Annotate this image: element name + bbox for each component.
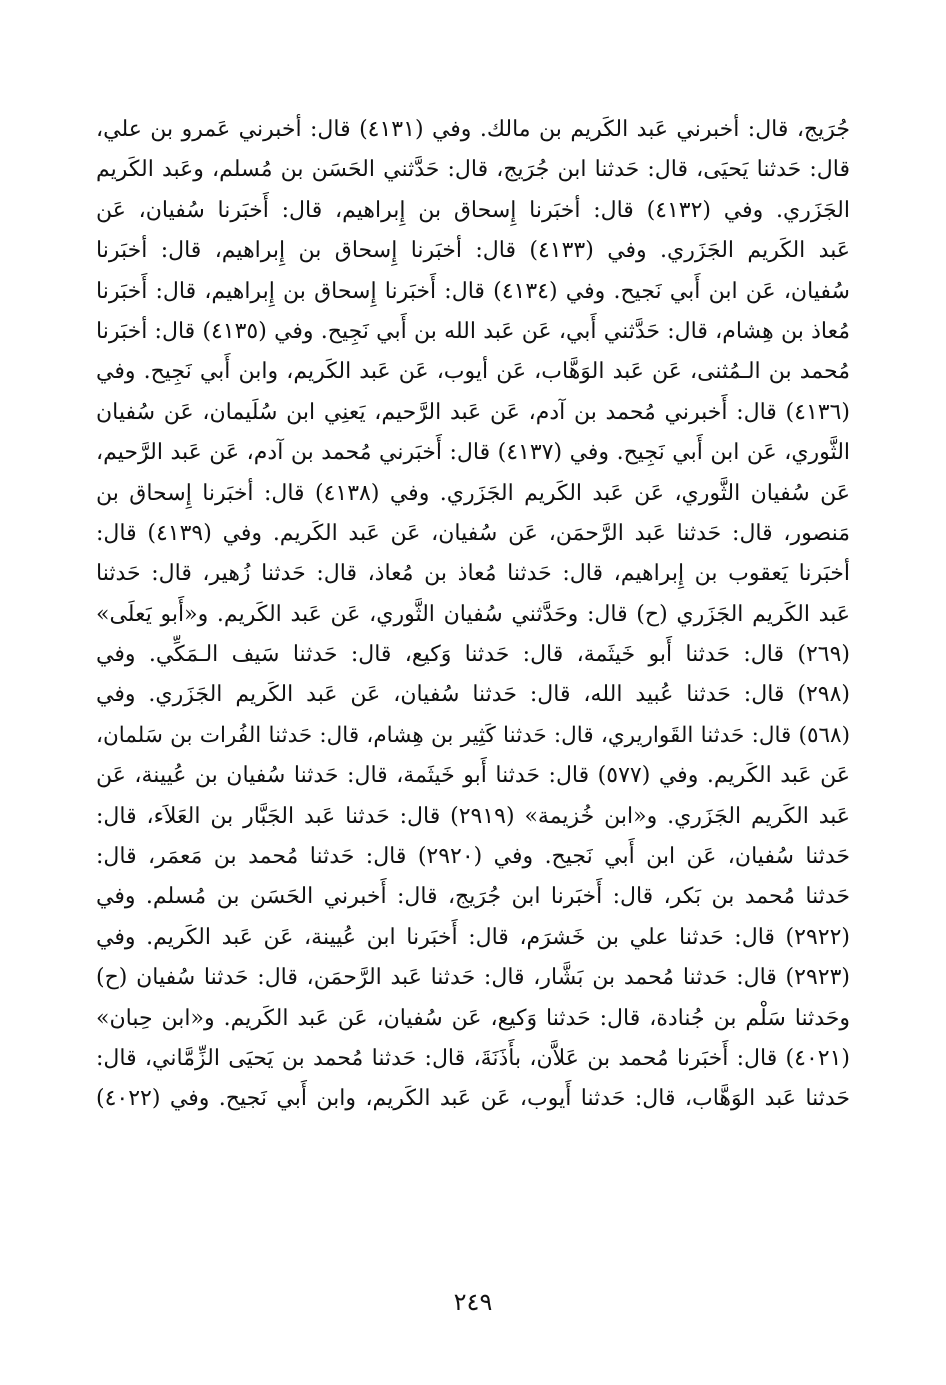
text-line: حَدثنا مُحمد بن بَكر، قال: أَخبَرنا ابن جُرَيج، قال: أَخبرني الحَسَن بن مُسلم. وفي xyxy=(96,884,850,910)
text-line: (٥٦٨) قال: حَدثنا القَواريري، قال: حَدثنا كَثِير بن هِشام، قال: حَدثنا الفُرات بن سَلمان، xyxy=(96,722,850,748)
text-line: (٢٦٩) قال: حَدثنا أَبو خَيثَمة، قال: حَدثنا وَكيع، قال: حَدثنا سَيف الـمَكِّي. وفي xyxy=(96,642,850,668)
text-line: وحَدثنا سَلْم بن جُنادة، قال: حَدثنا وَكيع، عَن سُفيان، عَن عَبد الكَريم. و«ابن حِبان» xyxy=(96,1005,850,1031)
text-line: (٤١٣٦) قال: أَخبرني مُحمد بن آدم، عَن عَبد الرَّحيم، يَعنِي ابن سُلَيمان، عَن سُفيان xyxy=(96,399,850,425)
text-line: مُعاذ بن هِشام، قال: حَدَّثني أَبي، عَن عَبد الله بن أَبي نَجِيح. وفي (٤١٣٥) قال: أخبَرنا xyxy=(96,318,850,344)
text-line: الجَزَري. وفي (٤١٣٢) قال: أخبَرنا إِسحاق بن إِبراهيم، قال: أَخبَرنا سُفيان، عَن xyxy=(96,197,850,223)
text-line: (٤٠٢١) قال: أَخبَرنا مُحمد بن عَلاَّن، بأَذَنَةَ، قال: حَدثنا مُحمد بن يَحيَى الزِّمَّاني، قال: xyxy=(96,1045,850,1071)
text-line: (٢٩٨) قال: حَدثنا عُبيد الله، قال: حَدثنا سُفيان، عَن عَبد الكَريم الجَزَري. وفي xyxy=(96,682,850,708)
text-line: (٢٩٢٣) قال: حَدثنا مُحمد بن بَشَّار، قال: حَدثنا عَبد الرَّحمَن، قال: حَدثنا سُفيان (ح) xyxy=(96,965,850,991)
text-line: حَدثنا سُفيان، عَن ابن أَبي نَجيح. وفي (٢٩٢٠) قال: حَدثنا مُحمد بن مَعمَر، قال: xyxy=(96,844,850,870)
text-line: عَبد الكَريم الجَزَري. وفي (٤١٣٣) قال: أخبَرنا إِسحاق بن إِبراهيم، قال: أخبَرنا xyxy=(96,238,850,264)
text-line: عَن عَبد الكَريم. وفي (٥٧٧) قال: حَدثنا أَبو خَيثَمة، قال: حَدثنا سُفيان بن عُيينة، عَن xyxy=(96,763,850,789)
text-line: الثَّوري، عَن ابن أَبي نَجِيح. وفي (٤١٣٧) قال: أَخبَرني مُحمد بن آدم، عَن عَبد الرَّحيم، xyxy=(96,440,850,466)
text-line: سُفيان، عَن ابن أَبي نَجيح. وفي (٤١٣٤) قال: أَخبَرنا إِسحاق بن إِبراهيم، قال: أَخبَرنا xyxy=(96,278,850,304)
text-line: جُرَيج، قال: أخبرني عَبد الكَريم بن مالك. وفي (٤١٣١) قال: أخبرني عَمرو بن علي، xyxy=(96,117,850,142)
text-line: عَبد الكَريم الجَزَري. و«ابن خُزيمة» (٢٩١٩) قال: حَدثنا عَبد الجَبَّار بن العَلاَء، قال: xyxy=(96,803,850,829)
text-line: أخبَرنا يَعقوب بن إِبراهيم، قال: حَدثنا مُعاذ بن مُعاذ، قال: حَدثنا زُهير، قال: حَدثنا xyxy=(96,561,850,587)
page-number: ٢٤٩ xyxy=(453,1288,493,1316)
text-line: (٢٩٢٢) قال: حَدثنا علي بن خَشرَم، قال: أَخبَرنا ابن عُيينة، عَن عَبد الكَريم. وفي xyxy=(96,924,850,950)
text-line: مَنصور، قال: حَدثنا عَبد الرَّحمَن، عَن سُفيان، عَن عَبد الكَريم. وفي (٤١٣٩) قال: xyxy=(96,520,850,546)
text-line: مُحمد بن الـمُثنى، عَن عَبد الوَهَّاب، عَن أيوب، عَن عَبد الكَريم، وابن أَبي نَجِيح. وفي xyxy=(96,359,850,385)
text-line: قال: حَدثنا يَحيَى، قال: حَدثنا ابن جُرَيج، قال: حَدَّثني الحَسَن بن مُسلم، وعَبد الكَريم xyxy=(96,157,850,183)
body-text xyxy=(96,110,850,1120)
text-line: عَبد الكَريم الجَزَري (ح) قال: وحَدَّثني سُفيان الثَّوري، عَن عَبد الكَريم. و«أَبو يَعلَى» xyxy=(96,601,850,627)
text-line: حَدثنا عَبد الوَهَّاب، قال: حَدثنا أَيوب، عَن عَبد الكَريم، وابن أَبي نَجيح. وفي (٤٠٢٢) xyxy=(96,1086,850,1112)
text-line: عَن سُفيان الثَّوري، عَن عَبد الكَريم الجَزَري. وفي (٤١٣٨) قال: أخبَرنا إِسحاق بن xyxy=(96,480,850,506)
